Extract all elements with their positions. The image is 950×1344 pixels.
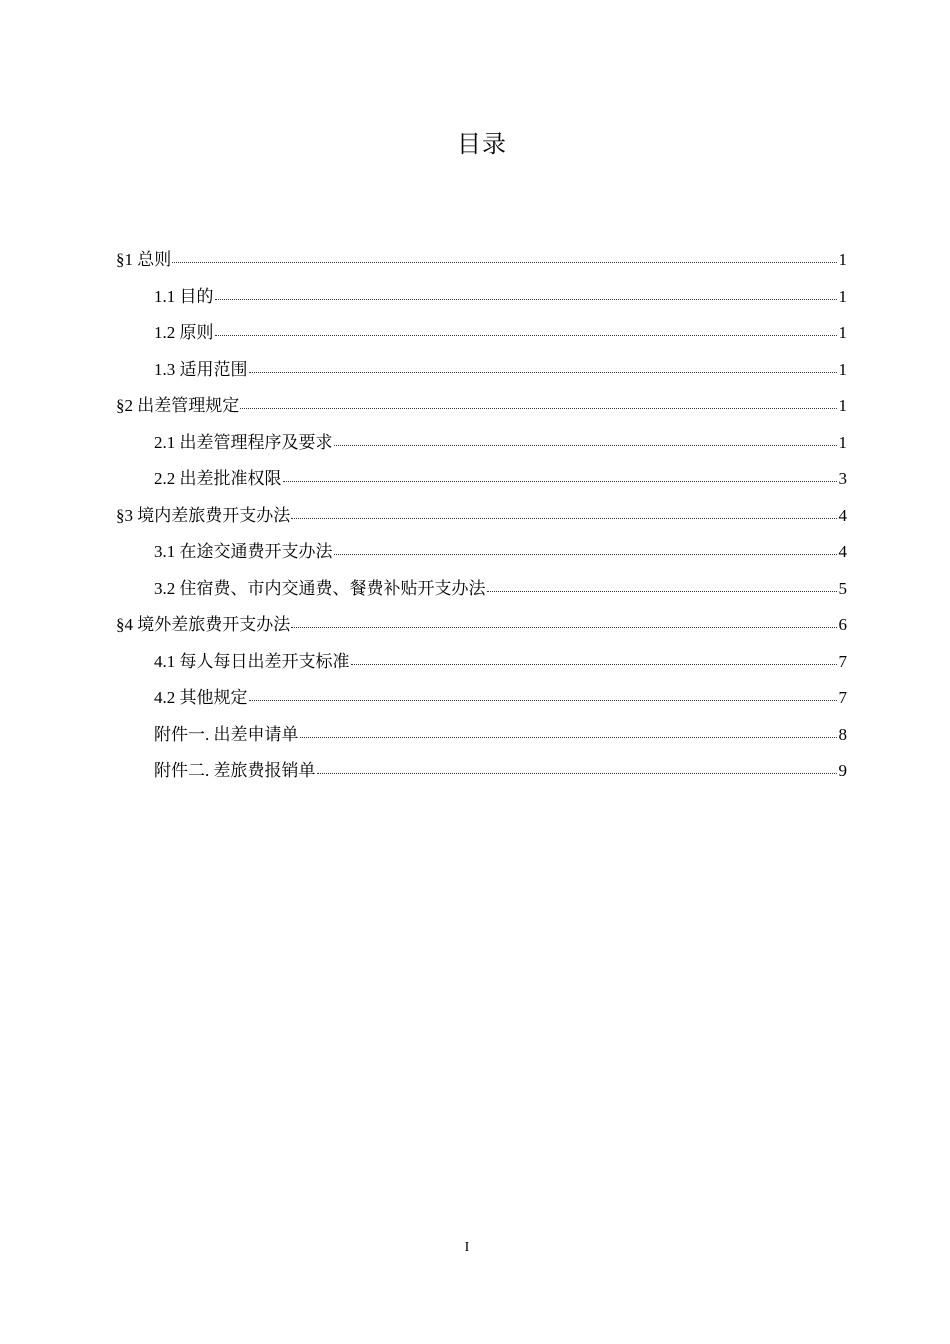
toc-dot-leader <box>240 396 837 409</box>
toc-entry-section-1[interactable] <box>116 242 847 279</box>
toc-entry-2-2[interactable] <box>116 461 847 498</box>
toc-dot-leader <box>172 250 837 263</box>
toc-entry-page: 9 <box>838 761 847 780</box>
toc-entry-1-1[interactable] <box>116 279 847 316</box>
toc-entry-page: 4 <box>838 542 847 561</box>
toc-entry-page: 1 <box>838 432 847 452</box>
toc-entry-3-2[interactable] <box>116 571 847 608</box>
toc-dot-leader <box>291 506 837 519</box>
toc-entry-page: 6 <box>838 615 847 634</box>
toc-entry-section-2[interactable] <box>116 388 847 425</box>
toc-entry-section-4[interactable] <box>116 607 847 644</box>
toc-entry-label: §3 境内差旅费开支办法 <box>116 505 291 525</box>
toc-entry-label: 2.1 出差管理程序及要求 <box>154 432 333 452</box>
toc-entry-label: 3.2 住宿费、市内交通费、餐费补贴开支办法 <box>154 578 486 598</box>
toc-entry-label: 1.2 原则 <box>154 323 214 342</box>
toc-entry-4-2[interactable] <box>116 680 847 717</box>
toc-dot-leader <box>300 725 838 738</box>
toc-dot-leader <box>283 469 838 482</box>
toc-dot-leader <box>249 360 838 373</box>
toc-entry-page: 7 <box>838 688 847 707</box>
toc-entry-label: 1.1 目的 <box>154 286 214 306</box>
toc-entry-2-1[interactable] <box>116 425 847 462</box>
toc-entry-page: 8 <box>838 724 847 744</box>
toc-dot-leader <box>487 579 838 592</box>
toc-entry-page: 1 <box>838 250 847 269</box>
toc-dot-leader <box>291 615 837 628</box>
toc-entry-4-1[interactable] <box>116 644 847 681</box>
toc-entry-label: 附件一. 出差申请单 <box>154 724 299 744</box>
toc-entry-page: 4 <box>838 505 847 525</box>
toc-entry-1-3[interactable] <box>116 352 847 389</box>
toc-entry-page: 1 <box>838 286 847 306</box>
toc-entry-page: 7 <box>838 651 847 671</box>
toc-entry-label: §1 总则 <box>116 250 172 269</box>
toc-dot-leader <box>249 688 838 701</box>
toc-title: 目录 <box>457 130 507 158</box>
toc-entry-page: 1 <box>838 359 847 379</box>
toc-entry-page: 5 <box>838 578 847 598</box>
toc-entry-1-2[interactable] <box>116 315 847 352</box>
toc-entry-page: 1 <box>838 323 847 342</box>
toc-dot-leader <box>215 323 838 336</box>
toc-entry-label: 3.1 在途交通费开支办法 <box>154 542 333 561</box>
toc-entry-label: §4 境外差旅费开支办法 <box>116 615 291 634</box>
toc-list <box>116 242 847 790</box>
page-number: I <box>464 1240 470 1255</box>
toc-dot-leader <box>334 542 838 555</box>
toc-entry-page: 1 <box>838 396 847 415</box>
toc-entry-label: 附件二. 差旅费报销单 <box>154 761 316 780</box>
toc-entry-label: §2 出差管理规定 <box>116 396 240 415</box>
toc-dot-leader <box>334 433 838 446</box>
toc-entry-appendix-1[interactable] <box>116 717 847 754</box>
toc-entry-appendix-2[interactable] <box>116 753 847 790</box>
toc-dot-leader <box>317 761 838 774</box>
toc-entry-label: 4.2 其他规定 <box>154 688 248 707</box>
toc-dot-leader <box>351 652 838 665</box>
toc-entry-label: 1.3 适用范围 <box>154 359 248 379</box>
toc-entry-label: 4.1 每人每日出差开支标准 <box>154 651 350 671</box>
toc-dot-leader <box>215 287 838 300</box>
toc-entry-label: 2.2 出差批准权限 <box>154 469 282 488</box>
toc-entry-3-1[interactable] <box>116 534 847 571</box>
toc-entry-page: 3 <box>838 469 847 488</box>
toc-entry-section-3[interactable] <box>116 498 847 535</box>
